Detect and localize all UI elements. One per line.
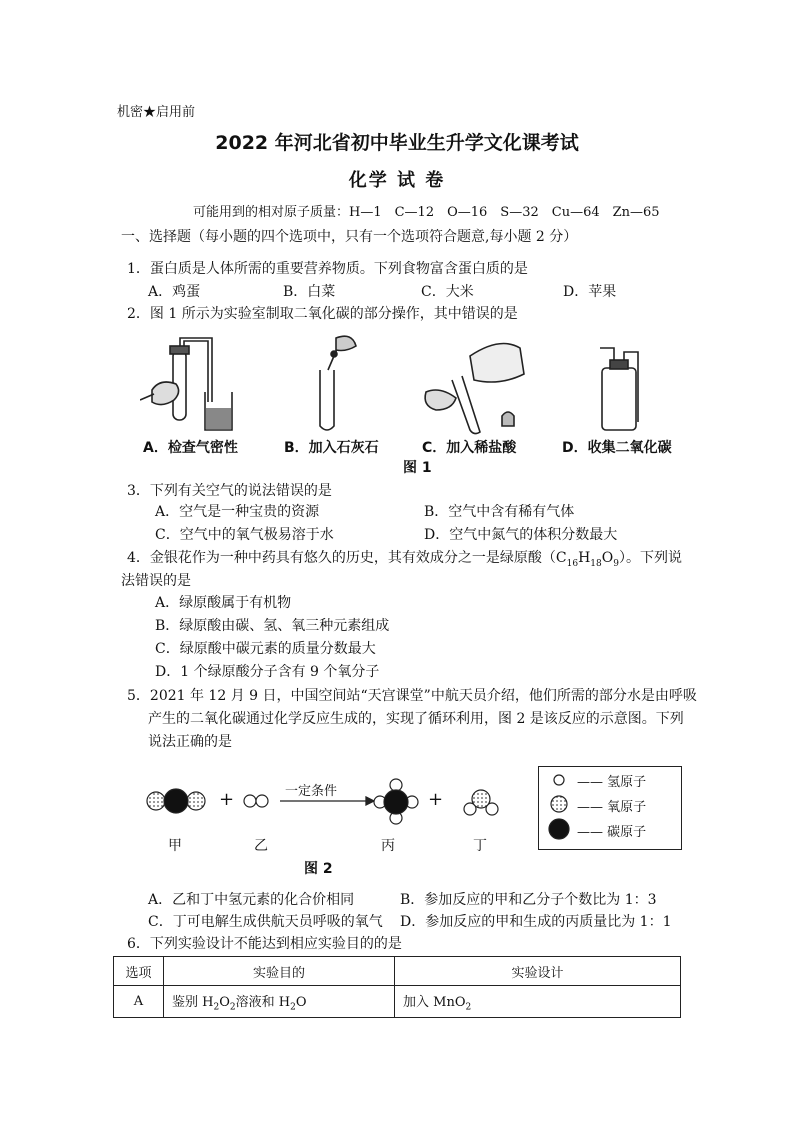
- row-a-purpose: 鉴别 $H_2O_2$溶液和 $H_2O$: [164, 986, 395, 1018]
- header-option: 选项: [114, 957, 164, 986]
- q2-stem: 2．图 1 所示为实验室制取二氧化碳的部分操作，其中错误的是: [127, 306, 518, 322]
- q1-option-a: A．鸡蛋: [148, 284, 201, 300]
- molecule-h2: [244, 795, 268, 807]
- q4-stem-line2: 法错误的是: [121, 573, 191, 589]
- q5-option-a: A．乙和丁中氢元素的化合价相同: [148, 892, 355, 908]
- q5-stem-line2: 产生的二氧化碳通过化学反应生成的，实现了循环利用，图 2 是该反应的示意图。下列: [148, 711, 684, 727]
- atom-legend: [538, 766, 682, 850]
- label-bing: 丙: [381, 838, 395, 854]
- figure-2-reaction: [140, 768, 520, 838]
- figure-1-caption-c: C．加入稀盐酸: [422, 440, 517, 456]
- airtightness-check-illustration: [140, 338, 232, 430]
- plus-sign-2: +: [428, 789, 444, 810]
- legend-oxygen: —— 氧原子: [577, 800, 647, 815]
- figure-1-caption-b: B．加入石灰石: [284, 440, 379, 456]
- q3-option-d: D．空气中氮气的体积分数最大: [424, 527, 618, 543]
- q5-stem-line3: 说法正确的是: [148, 734, 232, 750]
- header-design: 实验设计: [395, 957, 681, 986]
- legend-atom-icons: [539, 767, 579, 849]
- q4-option-d: D．1 个绿原酸分子含有 9 个氧分子: [155, 664, 380, 680]
- exam-subtitle: 化学 试 卷: [348, 170, 446, 191]
- secret-label: 机密★启用前: [117, 105, 196, 120]
- carbon-atom-icon: [549, 819, 569, 839]
- table-row: [114, 986, 681, 1018]
- q3-option-c: C．空气中的氧气极易溶于水: [155, 527, 334, 543]
- atomic-masses: 可能用到的相对原子质量：H—1 C—12 O—16 S—32 Cu—64 Zn—65: [193, 205, 660, 220]
- legend-hydrogen: —— 氢原子: [577, 775, 647, 790]
- q5-option-b: B．参加反应的甲和乙分子个数比为 1：3: [400, 892, 657, 908]
- row-a-option: A: [114, 986, 164, 1018]
- header-purpose: 实验目的: [164, 957, 395, 986]
- add-hydrochloric-acid-illustration: [425, 344, 524, 434]
- figure-1-caption-a: A．检查气密性: [143, 440, 238, 456]
- q4-option-c: C．绿原酸中碳元素的质量分数最大: [155, 641, 376, 657]
- section-heading: 一、选择题（每小题的四个选项中，只有一个选项符合题意,每小题 2 分）: [121, 229, 578, 245]
- reaction-condition: 一定条件: [285, 784, 338, 799]
- molecule-ch4: [374, 779, 418, 824]
- figure-1-label: 图 1: [403, 460, 432, 476]
- experiment-table: [113, 956, 681, 1018]
- q3-option-b: B．空气中含有稀有气体: [424, 504, 575, 520]
- plus-sign-1: +: [219, 789, 235, 810]
- q5-stem-line1: 5．2021 年 12 月 9 日，中国空间站“天宫课堂”中航天员介绍，他们所需的部分水是由呼吸: [127, 688, 697, 704]
- q1-stem: 1．蛋白质是人体所需的重要营养物质。下列食物富含蛋白质的是: [127, 261, 528, 277]
- q1-option-d: D．苹果: [563, 284, 617, 300]
- add-limestone-illustration: [320, 336, 356, 430]
- q1-option-b: B．白菜: [283, 284, 336, 300]
- q1-option-c: C．大米: [421, 284, 474, 300]
- figure-1-illustrations: [140, 330, 700, 440]
- q5-option-d: D．参加反应的甲和生成的丙质量比为 1：1: [400, 914, 672, 930]
- q3-stem: 3．下列有关空气的说法错误的是: [127, 483, 332, 499]
- q5-option-c: C．丁可电解生成供航天员呼吸的氧气: [148, 914, 383, 930]
- figure-2-label: 图 2: [304, 861, 333, 877]
- label-ding: 丁: [473, 838, 487, 854]
- label-jia: 甲: [168, 838, 182, 854]
- molecule-co2: [147, 789, 205, 813]
- table-header-row: [114, 957, 681, 986]
- q3-option-a: A．空气是一种宝贵的资源: [155, 504, 320, 520]
- hydrogen-atom-icon: [554, 775, 564, 785]
- row-a-design: 加入 MnO$_2$: [395, 986, 681, 1018]
- figure-1-caption-d: D．收集二氧化碳: [562, 440, 672, 456]
- oxygen-atom-icon: [551, 796, 567, 812]
- legend-carbon: —— 碳原子: [577, 825, 647, 840]
- collect-carbon-dioxide-illustration: [600, 348, 638, 430]
- exam-title: 2022 年河北省初中毕业生升学文化课考试: [215, 132, 579, 154]
- q4-option-a: A．绿原酸属于有机物: [155, 595, 292, 611]
- q4-option-b: B．绿原酸由碳、氢、氧三种元素组成: [155, 618, 390, 634]
- molecule-h2o: [464, 790, 498, 815]
- q4-stem: 4．金银花作为一种中药具有悠久的历史，其有效成分之一是绿原酸$(C_{16}H_{18}O_9)$。下列说: [127, 550, 682, 569]
- label-yi: 乙: [254, 838, 268, 854]
- q6-stem: 6．下列实验设计不能达到相应实验目的的是: [127, 936, 402, 952]
